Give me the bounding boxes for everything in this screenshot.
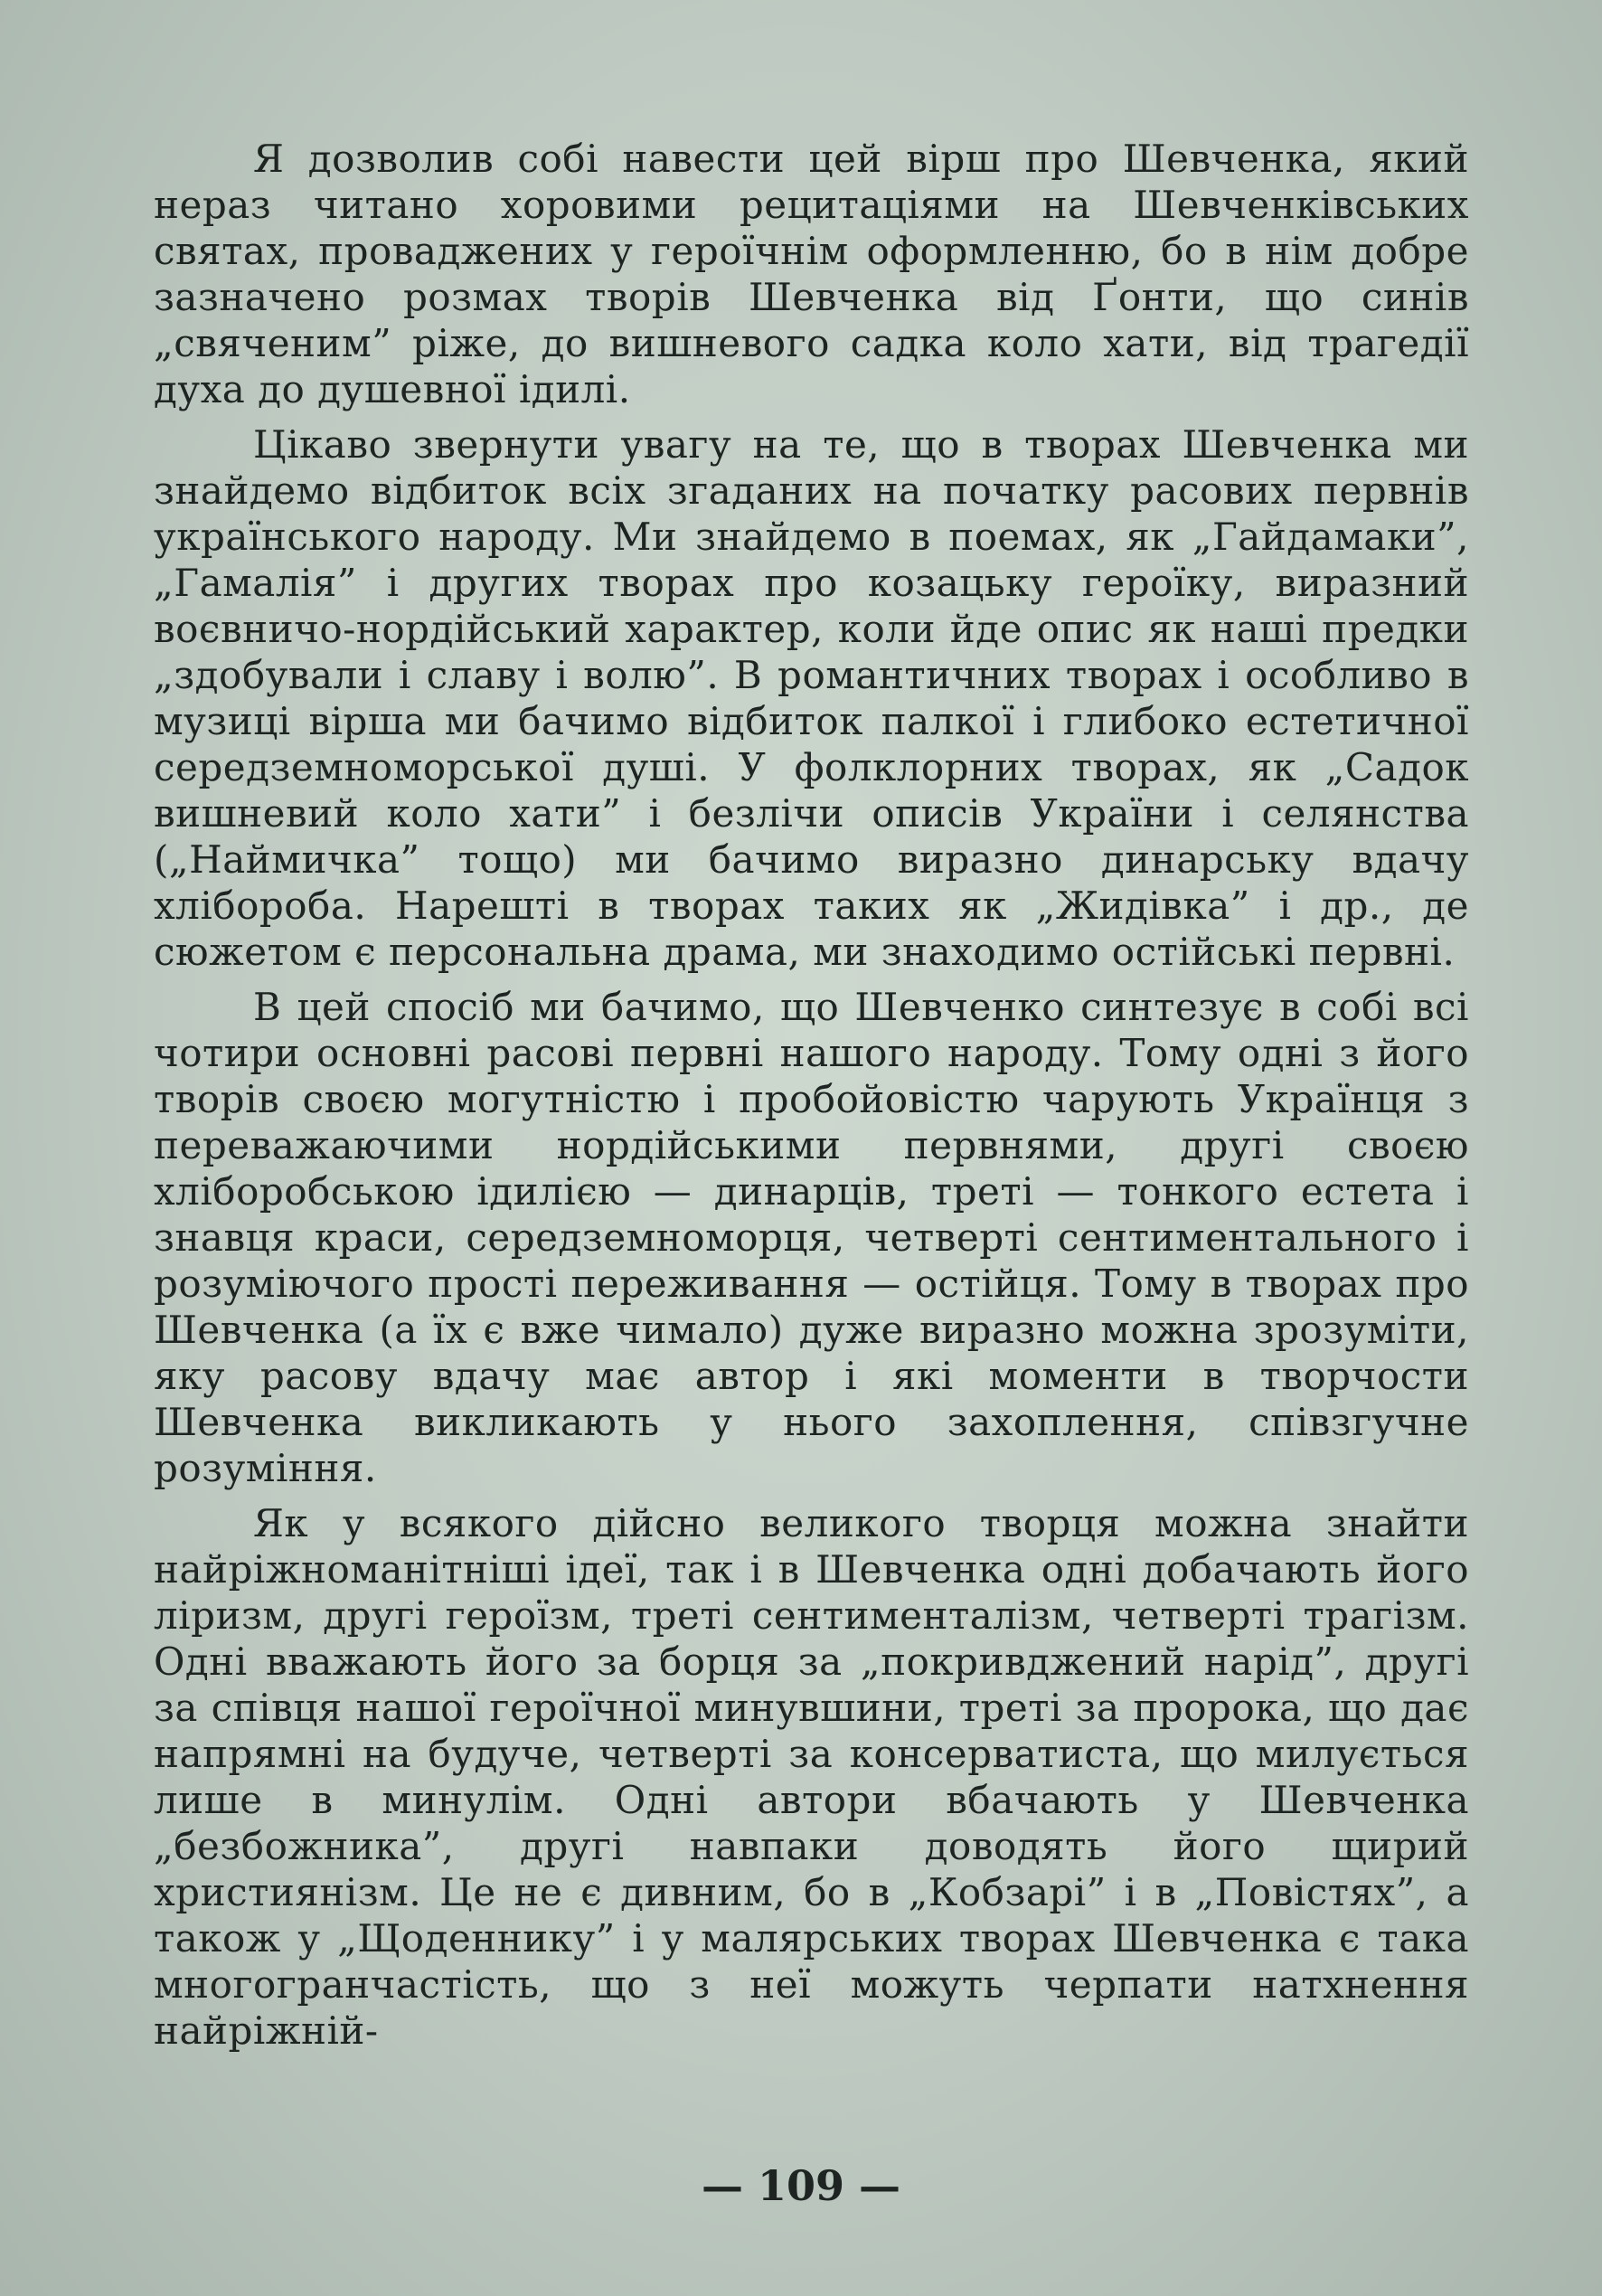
paragraph-3: В цей спосіб ми бачимо, що Шевченко синтезує в собі всі чотири основні расові первні нашого народу. Тому одні з його творів своєю могутністю і пробойовістю чарують Українця з переважаючими нордійськими первнями, другі своєю хліборобською ідилією — динарців, треті — тонкого естета і знавця краси, середземноморця, четверті сентиментального і розуміючого прості переживання — остійця. Тому в творах про Шевченка (а їх є вже чимало) дуже виразно можна зрозуміти, яку расову вдачу має автор і які моменти в творчости Шевченка викликають у нього захоплення, співзгучне розуміння. [154, 985, 1469, 1490]
page-number: — 109 — [701, 2161, 901, 2210]
page-body-text [154, 136, 1469, 2063]
paragraph-4: Як у всякого дійсно великого творця можна знайти найріжноманітніші ідеї, так і в Шевченка одні добачають його ліризм, другі героїзм, треті сентименталізм, четверті трагізм. Одні вважають його за борця за „покривджений нарід”, другі за співця нашої героїчної минувшини, треті за пророка, що дає напрямні на будуче, четверті за консерватиста, що милується лише в минулім. Одні автори вбачають у Шевченка „безбожника”, другі навпаки доводять його щирий християнізм. Це не є дивним, бо в „Кобзарі” і в „Повістях”, а також у „Щоденнику” і у малярських творах Шевченка є така многогранчастість, що з неї можуть черпати натхнення найріжній- [154, 1501, 1469, 2053]
paragraph-2: Цікаво звернути увагу на те, що в творах Шевченка ми знайдемо відбиток всіх згаданих на початку расових первнів українського народу. Ми знайдемо в поемах, як „Гайдамаки”, „Гамалія” і других творах про козацьку героїку, виразний воєвничо-нордійський характер, коли йде опис як наші предки „здобували і славу і волю”. В романтичних творах і особливо в музиці вірша ми бачимо відбиток палкої і глибоко естетичної середземноморської душі. У фолклорних творах, як „Садок вишневий коло хати” і безлічи описів України і селянства („Наймичка” тощо) ми бачимо виразно динарську вдачу хлібороба. Нарешті в творах таких як „Жидівка” і др., де сюжетом є персональна драма, ми знаходимо остійські первні. [154, 422, 1469, 974]
paragraph-1: Я дозволив собі навести цей вірш про Шевченка, який нераз читано хоровими рецитаціями на Шевченківських святах, проваджених у героїчнім оформленню, бо в нім добре зазначено розмах творів Шевченка від Ґонти, що синів „свяченим” ріже, до вишневого садка коло хати, від трагедії духа до душевної ідилі. [154, 137, 1469, 411]
